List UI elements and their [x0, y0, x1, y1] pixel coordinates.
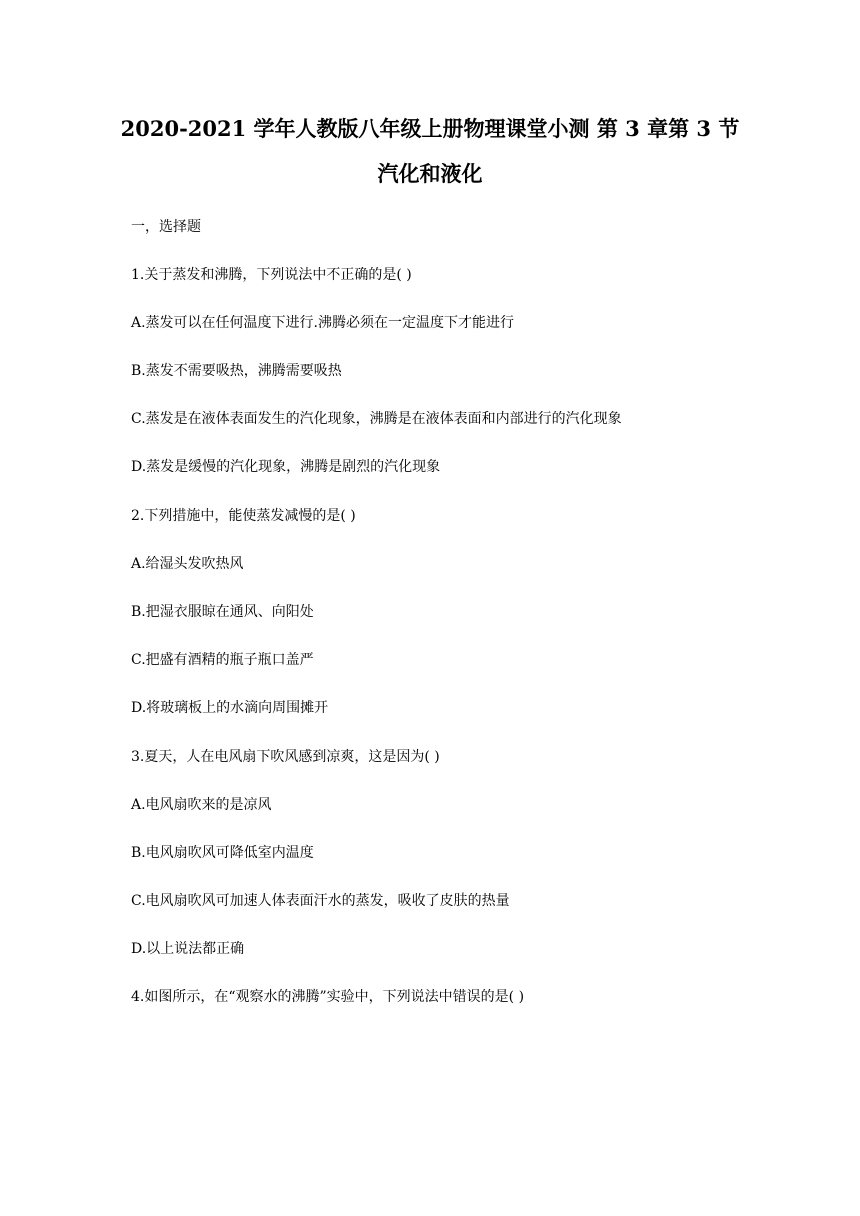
question-1-option-b: B.蒸发不需要吸热，沸腾需要吸热	[131, 363, 342, 379]
document-subtitle: 汽化和液化	[377, 161, 483, 186]
question-3-option-b: B.电风扇吹风可降低室内温度	[131, 845, 314, 861]
question-3-option-a: A.电风扇吹来的是凉风	[131, 797, 272, 813]
question-1-option-c: C.蒸发是在液体表面发生的汽化现象，沸腾是在液体表面和内部进行的汽化现象	[131, 411, 622, 427]
question-3-option-d: D.以上说法都正确	[131, 941, 245, 957]
question-1-option-a: A.蒸发可以在任何温度下进行.沸腾必须在一定温度下才能进行	[131, 315, 515, 331]
question-3-option-c: C.电风扇吹风可加速人体表面汗水的蒸发，吸收了皮肤的热量	[131, 893, 510, 909]
question-2-option-b: B.把湿衣服晾在通风、向阳处	[131, 604, 314, 620]
question-2-option-d: D.将玻璃板上的水滴向周围摊开	[131, 700, 329, 716]
question-1-stem: 1.关于蒸发和沸腾，下列说法中不正确的是( )	[131, 267, 412, 283]
question-4-stem: 4.如图所示，在“观察水的沸腾”实验中，下列说法中错误的是( )	[131, 989, 525, 1005]
document-title: 2020-2021 学年人教版八年级上册物理课堂小测 第 3 章第 3 节	[120, 116, 740, 141]
question-2-option-c: C.把盛有酒精的瓶子瓶口盖严	[131, 652, 314, 668]
section-heading: 一，选择题	[131, 219, 201, 235]
question-2-stem: 2.下列措施中，能使蒸发减慢的是( )	[131, 508, 356, 524]
question-1-option-d: D.蒸发是缓慢的汽化现象，沸腾是剧烈的汽化现象	[131, 459, 441, 475]
question-2-option-a: A.给湿头发吹热风	[131, 556, 244, 572]
question-3-stem: 3.夏天，人在电风扇下吹风感到凉爽，这是因为( )	[131, 749, 440, 765]
